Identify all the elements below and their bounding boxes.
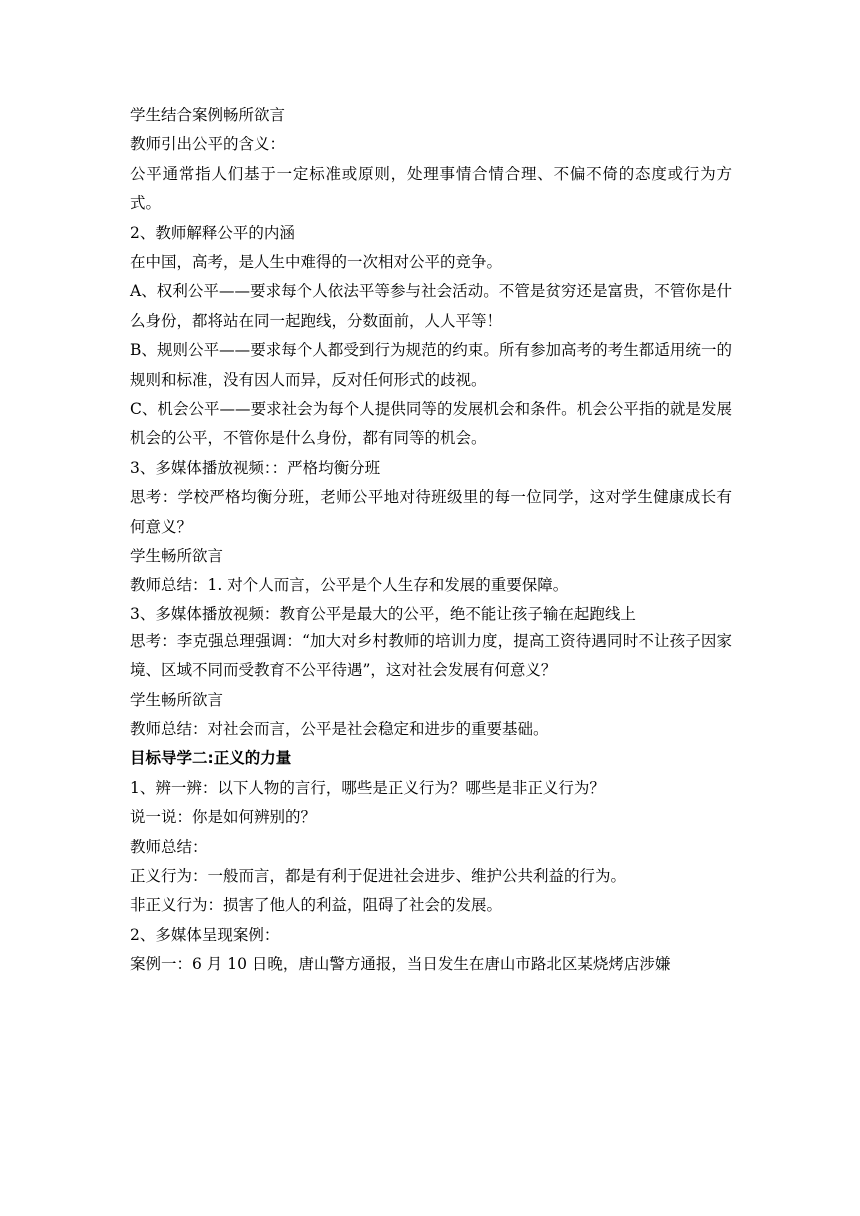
text-line: 1、辨一辨：以下人物的言行，哪些是正义行为？哪些是非正义行为？ [130,778,605,797]
text-line: 2、多媒体呈现案例： [130,925,280,944]
text-line: 学生结合案例畅所欲言 [130,106,286,124]
text-line: 教师总结：对社会而言，公平是社会稳定和进步的重要基础。 [130,720,549,738]
text-line: 在中国，高考，是人生中难得的一次相对公平的竞争。 [130,252,503,271]
text-line: 案例一：6 月 10 日晚，唐山警方通报，当日发生在唐山市路北区某烧烤店涉嫌 [130,955,671,974]
text-paragraph: 公平通常指人们基于一定标准或原则，处理事情合情合理、不偏不倚的态度或行为方式。 [130,164,732,213]
section-heading: 目标导学二:正义的力量 [130,749,292,768]
text-line: 非正义行为：损害了他人的利益，阻碍了社会的发展。 [130,896,503,915]
text-line: 学生畅所欲言 [130,547,224,566]
text-paragraph: A、权利公平——要求每个人依法平等参与社会活动。不管是贫穷还是富贵，不管你是什么身份，都将站在同一起跑线，分数面前，人人平等！ [130,282,732,330]
text-paragraph: B、规则公平——要求每个人都受到行为规范的约束。所有参加高考的考生都适用统一的规则和标准，没有因人而异，反对任何形式的歧视。 [130,341,732,389]
text-line: 教师引出公平的含义： [130,135,286,154]
text-line: 3、多媒体播放视频：教育公平是最大的公平，绝不能让孩子输在起跑线上 [130,604,636,623]
text-line: 说一说：你是如何辨别的？ [130,808,317,827]
text-line: 教师总结： [130,837,208,856]
text-paragraph: 思考：李克强总理强调：“加大对乡村教师的培训力度，提高工资待遇同时不让孩子因家境、区域不同而受教育不公平待遇”，这对社会发展有何意义？ [130,631,732,680]
text-line: 正义行为：一般而言，都是有利于促进社会进步、维护公共利益的行为。 [130,866,627,885]
text-line: 3、多媒体播放视频：：严格均衡分班 [130,458,381,477]
text-line: 学生畅所欲言 [130,690,224,709]
document-page [130,101,732,980]
text-paragraph: C、机会公平——要求社会为每个人提供同等的发展机会和条件。机会公平指的就是发展机会的公平，不管你是什么身份，都有同等的机会。 [130,400,732,448]
text-line: 教师总结：1. 对个人而言，公平是个人生存和发展的重要保障。 [130,576,569,595]
text-line: 2、教师解释公平的内涵 [130,223,295,242]
text-paragraph: 思考：学校严格均衡分班，老师公平地对待班级里的每一位同学，这对学生健康成长有何意义？ [130,488,732,536]
